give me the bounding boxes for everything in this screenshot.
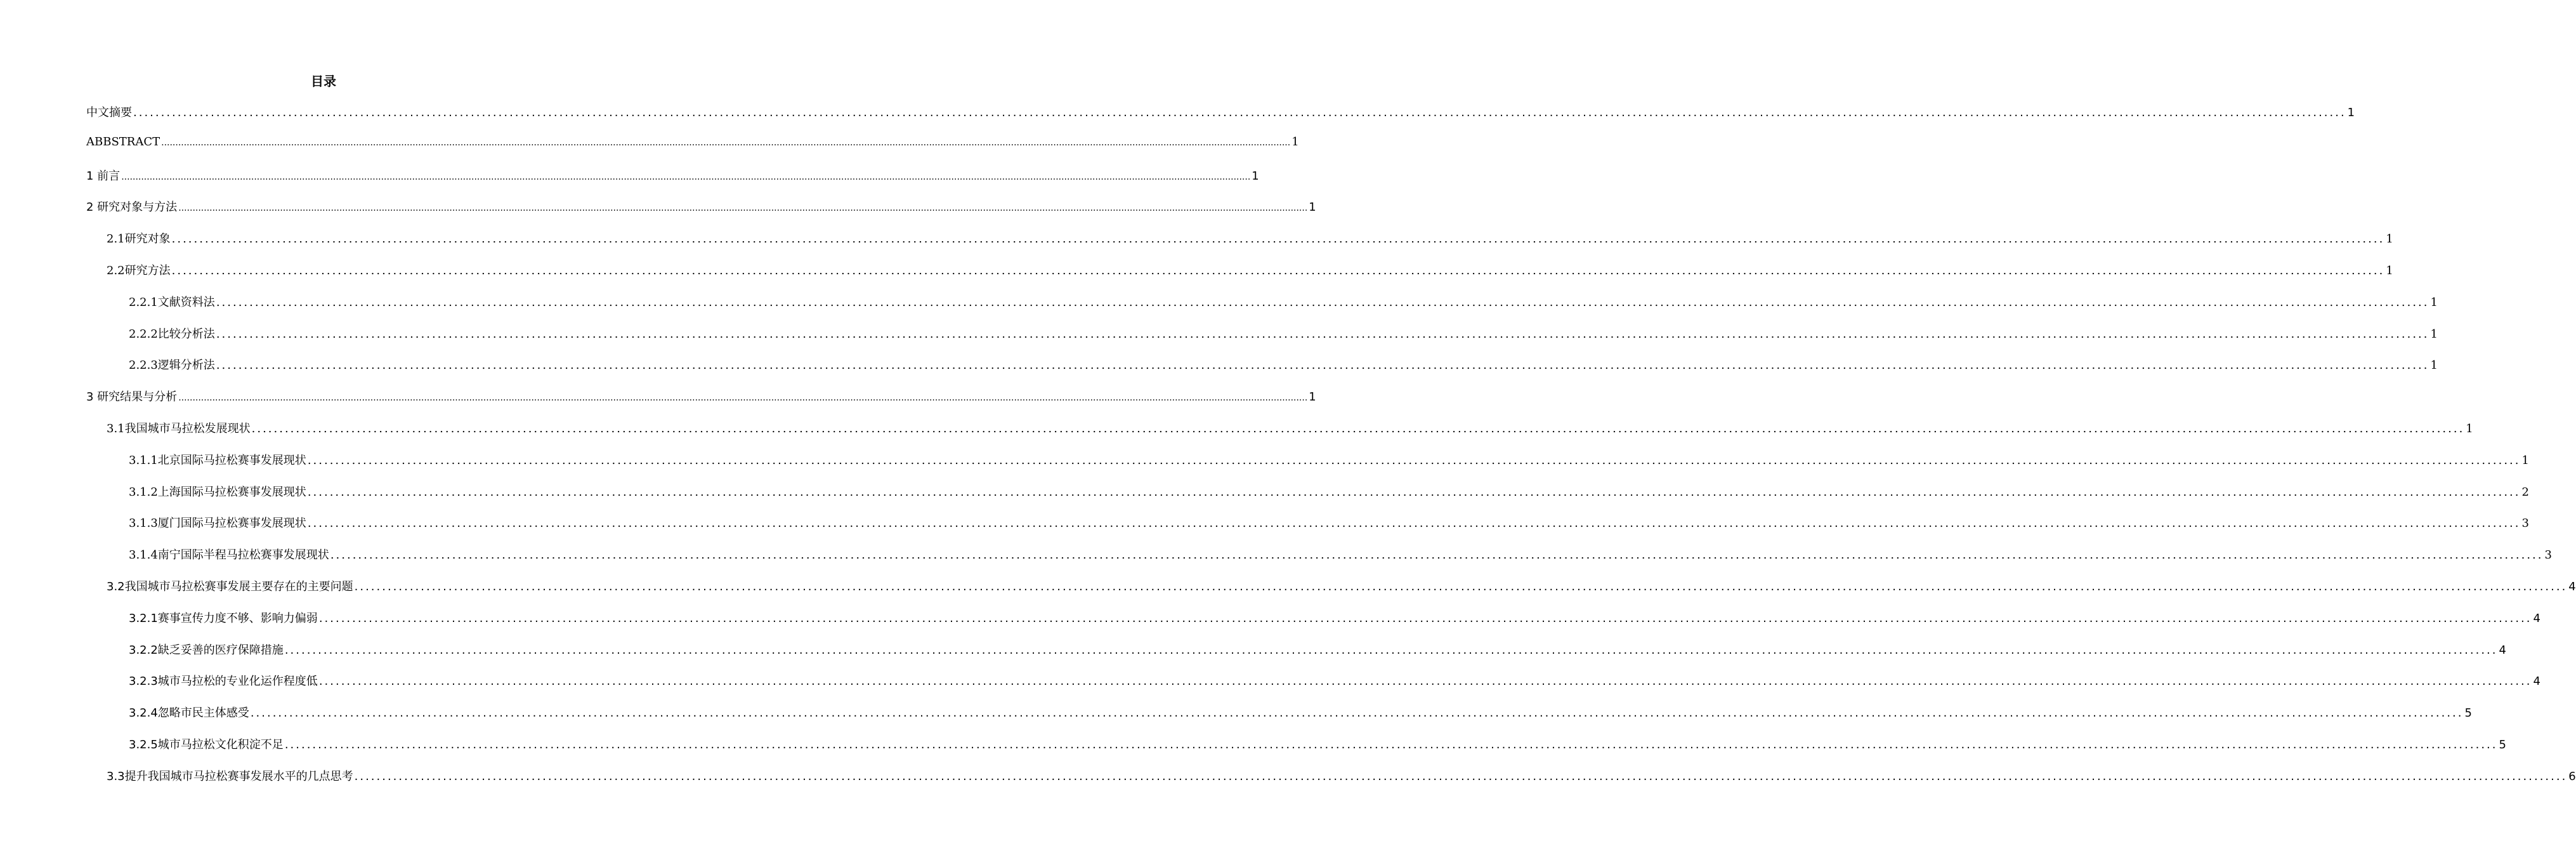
toc-entry[interactable]: [129, 293, 2438, 312]
toc-entry[interactable]: [107, 261, 2393, 281]
toc-entry-label: 3.1.3厦门国际马拉松赛事发展现状: [129, 517, 306, 531]
toc-entry-page-number: 1: [1309, 390, 1316, 404]
toc-entry-page-number: 1: [2386, 264, 2393, 277]
toc-entry[interactable]: [129, 641, 2506, 660]
toc-entry-page-number: 1: [2430, 327, 2438, 341]
toc-entry[interactable]: [129, 736, 2506, 755]
toc-entry-page-number: 1: [1291, 135, 1299, 149]
toc-dot-leader: ................................................................................................................................................................................................................................................................................................................................................................................................................: [318, 675, 2532, 689]
toc-entry[interactable]: [129, 325, 2438, 344]
toc-entry-label: 3 研究结果与分析: [86, 390, 178, 404]
toc-dot-leader: ................................................................................................................................................................................................................................................................................................................................................................................................................: [307, 453, 2521, 467]
toc-entry[interactable]: [86, 388, 1316, 407]
toc-entry-page-number: 4: [2533, 611, 2540, 625]
toc-entry[interactable]: [107, 420, 2473, 439]
toc-dot-leader: ................................................................................................................................................................................................................................................................................................................................................................................................................: [216, 359, 2429, 373]
toc-dot-leader: ................................................................................................................................................................................................................................................................................................................................................................................................................: [330, 548, 2544, 562]
toc-entry[interactable]: [86, 167, 1259, 186]
toc-entry[interactable]: [86, 198, 1316, 217]
toc-entry-page-number: 3: [2544, 548, 2552, 562]
toc-dot-leader: ................................................................................................................................................................................................................................................................................................................................................................................................................: [178, 393, 1308, 404]
toc-entry[interactable]: [86, 135, 1299, 154]
toc-entry-label: 2.2.1文献资料法: [129, 295, 215, 309]
toc-entry[interactable]: [86, 103, 2355, 122]
toc-dot-leader: ................................................................................................................................................................................................................................................................................................................................................................................................................: [161, 137, 1291, 148]
toc-entry-label: 中文摘要: [86, 106, 132, 119]
toc-entry-label: 2 研究对象与方法: [86, 201, 178, 215]
toc-entry[interactable]: [107, 578, 2576, 597]
toc-dot-leader: ................................................................................................................................................................................................................................................................................................................................................................................................................: [354, 769, 2568, 783]
toc-entry-page-number: 4: [2568, 580, 2576, 593]
toc-entry-page-number: 1: [2430, 359, 2438, 373]
toc-entry-label: 2.1研究对象: [107, 232, 171, 246]
toc-entry[interactable]: [129, 483, 2529, 502]
toc-dot-leader: ................................................................................................................................................................................................................................................................................................................................................................................................................: [284, 738, 2498, 751]
toc-entry-page-number: 3: [2521, 517, 2529, 531]
toc-dot-leader: ................................................................................................................................................................................................................................................................................................................................................................................................................: [251, 422, 2465, 435]
toc-dot-leader: ................................................................................................................................................................................................................................................................................................................................................................................................................: [307, 517, 2521, 531]
toc-dot-leader: ................................................................................................................................................................................................................................................................................................................................................................................................................: [121, 171, 1251, 182]
toc-entry-page-number: 1: [2347, 106, 2355, 119]
toc-entry[interactable]: [129, 546, 2552, 565]
toc-entry-label: 3.2.5城市马拉松文化积淀不足: [129, 738, 284, 751]
toc-dot-leader: ................................................................................................................................................................................................................................................................................................................................................................................................................: [133, 106, 2346, 119]
toc-dot-leader: ................................................................................................................................................................................................................................................................................................................................................................................................................: [216, 295, 2429, 309]
toc-entry[interactable]: [129, 514, 2529, 533]
toc-dot-leader: ................................................................................................................................................................................................................................................................................................................................................................................................................: [171, 264, 2385, 277]
toc-entry-page-number: 5: [2499, 738, 2506, 751]
toc-title: 目录: [311, 74, 336, 89]
toc-entry-label: 3.1.2上海国际马拉松赛事发展现状: [129, 485, 306, 499]
toc-dot-leader: ................................................................................................................................................................................................................................................................................................................................................................................................................: [171, 232, 2385, 246]
toc-entry-page-number: 1: [1252, 169, 1259, 183]
toc-dot-leader: ................................................................................................................................................................................................................................................................................................................................................................................................................: [307, 485, 2521, 499]
toc-dot-leader: ................................................................................................................................................................................................................................................................................................................................................................................................................: [178, 203, 1308, 214]
toc-entry-label: 3.2.1赛事宣传力度不够、影响力偏弱: [129, 611, 318, 625]
toc-entry-label: ABBSTRACT: [86, 135, 160, 149]
toc-entry[interactable]: [129, 356, 2438, 375]
toc-dot-leader: ................................................................................................................................................................................................................................................................................................................................................................................................................: [354, 580, 2568, 593]
toc-entry-label: 3.3提升我国城市马拉松赛事发展水平的几点思考: [107, 769, 353, 783]
toc-entry-label: 3.1.1北京国际马拉松赛事发展现状: [129, 453, 306, 467]
toc-entry-page-number: 6: [2568, 769, 2576, 783]
toc-entry-label: 2.2研究方法: [107, 264, 171, 277]
toc-entry-page-number: 4: [2499, 643, 2506, 657]
toc-entry-page-number: 1: [2466, 422, 2473, 435]
toc-entry-label: 3.2.4忽略市民主体感受: [129, 706, 249, 720]
toc-entry-page-number: 1: [2430, 295, 2438, 309]
toc-entry-label: 2.2.3逻辑分析法: [129, 359, 215, 373]
toc-entry-label: 3.2.2缺乏妥善的医疗保障措施: [129, 643, 284, 657]
toc-dot-leader: ................................................................................................................................................................................................................................................................................................................................................................................................................: [284, 643, 2498, 657]
toc-entry[interactable]: [129, 704, 2472, 723]
toc-entry[interactable]: [107, 230, 2393, 249]
toc-entry-label: 3.2我国城市马拉松赛事发展主要存在的主要问题: [107, 580, 353, 593]
toc-entry[interactable]: [129, 451, 2529, 470]
toc-entry[interactable]: [129, 609, 2540, 628]
toc-dot-leader: ................................................................................................................................................................................................................................................................................................................................................................................................................: [250, 706, 2464, 720]
toc-entry-page-number: 1: [2386, 232, 2393, 246]
toc-entry-label: 2.2.2比较分析法: [129, 327, 215, 341]
toc-entry-page-number: 1: [2521, 453, 2529, 467]
toc-entry-page-number: 1: [1309, 201, 1316, 215]
toc-entry-label: 3.1.4南宁国际半程马拉松赛事发展现状: [129, 548, 329, 562]
toc-dot-leader: ................................................................................................................................................................................................................................................................................................................................................................................................................: [318, 611, 2532, 625]
toc-entry-label: 3.1我国城市马拉松发展现状: [107, 422, 251, 435]
toc-entry-page-number: 4: [2533, 675, 2540, 689]
toc-entry-label: 3.2.3城市马拉松的专业化运作程度低: [129, 675, 318, 689]
toc-entry-page-number: 5: [2464, 706, 2472, 720]
toc-entry-page-number: 2: [2521, 485, 2529, 499]
toc-dot-leader: ................................................................................................................................................................................................................................................................................................................................................................................................................: [216, 327, 2429, 341]
toc-entry[interactable]: [107, 767, 2576, 786]
toc-entry[interactable]: [129, 672, 2540, 691]
toc-entry-label: 1 前言: [86, 169, 121, 183]
